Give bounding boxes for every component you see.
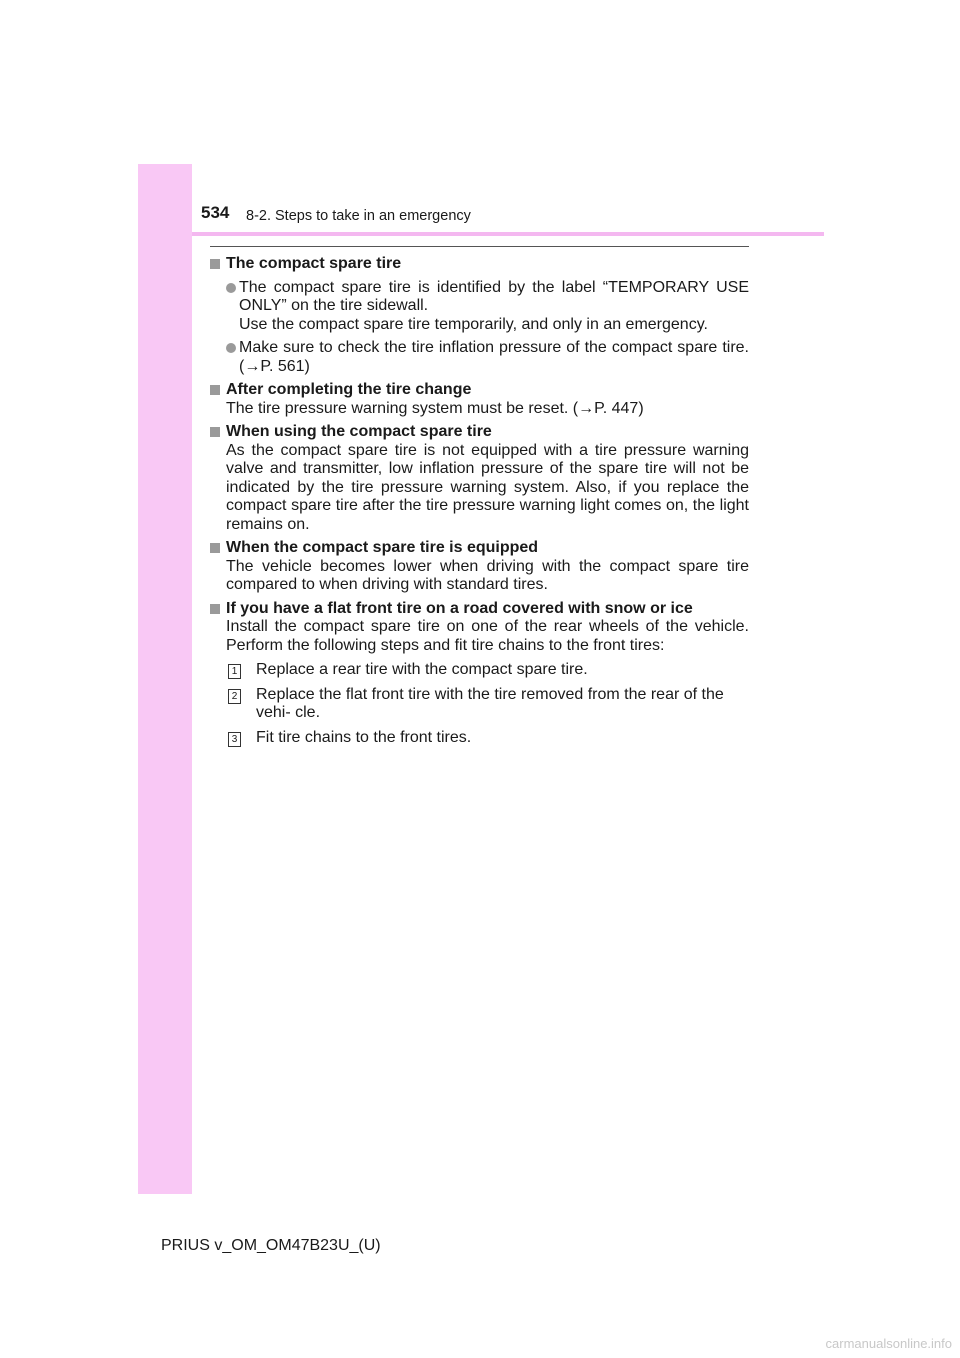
list-item: Make sure to check the tire inflation pressure of the compact spare tire. (→P. 561) [210,339,749,376]
square-bullet-icon [210,259,220,269]
paragraph: Install the compact spare tire on one of the rear wheels of the vehicle. Perform the following steps and fit tire chains to the front tires: [226,618,749,654]
square-bullet-icon [210,427,220,437]
heading-compact-spare-tire: The compact spare tire [210,255,749,274]
step-list [210,661,749,747]
circle-bullet-icon [226,283,236,293]
step-number-badge: 1 [228,664,241,679]
heading-using-compact-spare: When using the compact spare tire [210,423,749,442]
document-code: PRIUS v_OM_OM47B23U_(U) [161,1237,381,1254]
circle-bullet-icon [226,343,236,353]
step-number-badge: 2 [228,689,241,704]
heading-spare-equipped: When the compact spare tire is equipped [210,539,749,558]
list-item: The compact spare tire is identified by the label “TEMPORARY USE ONLY” on the tire sidewall. Use the compact spare tire temporarily, and only in an emergency. [210,279,749,335]
square-bullet-icon [210,604,220,614]
heading-after-tire-change: After completing the tire change [210,381,749,400]
page-content [210,255,749,747]
paragraph: The tire pressure warning system must be reset. (→P. 447) [226,399,644,417]
content-divider [210,246,749,247]
step-text: Replace a rear tire with the compact spare tire. [256,661,588,678]
heading-flat-front-tire-snow: If you have a flat front tire on a road covered with snow or ice [210,600,749,619]
square-bullet-icon [210,385,220,395]
step-number-badge: 3 [228,732,241,747]
step-item [226,686,749,723]
header-rule [192,232,824,236]
square-bullet-icon [210,543,220,553]
paragraph: The vehicle becomes lower when driving with the compact spare tire compared to when driving with standard tires. [226,557,749,593]
page-number: 534 [201,203,230,222]
chapter-tab-band [138,164,192,1194]
watermark-link[interactable]: carmanualsonline.info [825,1336,952,1351]
step-item [226,661,749,680]
step-text: Replace the flat front tire with the tire removed from the rear of the vehi- cle. [256,685,724,721]
section-title: 8-2. Steps to take in an emergency [246,208,471,224]
step-item [226,729,749,748]
paragraph: As the compact spare tire is not equipped with a tire pressure warning valve and transmitter, low inflation pressure of the spare tire will not be indicated by the tire pressure warning system. Also, if you replace the compact spare tire after the tire pressure warning light comes on, the light remains on. [226,441,749,533]
step-text: Fit tire chains to the front tires. [256,728,472,746]
